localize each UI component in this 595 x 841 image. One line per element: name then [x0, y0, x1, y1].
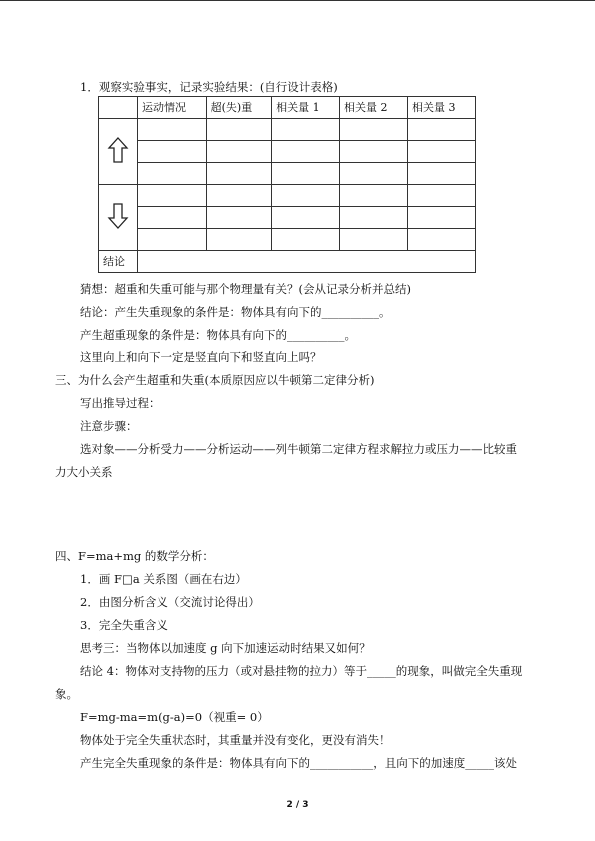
table-cell[interactable] — [408, 229, 476, 251]
table-cell[interactable] — [206, 229, 271, 251]
table-cell[interactable] — [408, 185, 476, 207]
table-cell[interactable] — [206, 163, 271, 185]
section-4-heading: 四、F=ma+mg 的数学分析： — [55, 549, 214, 563]
table-cell[interactable] — [272, 185, 340, 207]
table-cell[interactable] — [272, 229, 340, 251]
item-3: 3．完全失重含义 — [80, 618, 168, 632]
table-cell[interactable] — [272, 207, 340, 229]
note-line: 物体处于完全失重状态时，其重量并没有变化，更没有消失！ — [80, 733, 391, 747]
table-row — [99, 207, 476, 229]
header-weight: 超(失)重 — [206, 97, 271, 119]
section-3-heading: 三、为什么会产生超重和失重(本质原因应以牛顿第二定律分析) — [55, 373, 375, 387]
table-row — [99, 229, 476, 251]
table-header-row — [99, 97, 476, 119]
guess-line: 猜想：超重和失重可能与那个物理量有关？(会从记录分析并总结) — [80, 282, 411, 296]
header-rule — [0, 0, 595, 1]
table-cell[interactable] — [138, 229, 207, 251]
table-cell[interactable] — [138, 119, 207, 141]
table-cell[interactable] — [272, 163, 340, 185]
question-1: 1．观察实验事实，记录实验结果：(自行设计表格) — [80, 80, 338, 94]
table-cell[interactable] — [138, 185, 207, 207]
down-arrow-cell — [99, 185, 138, 251]
table-cell[interactable] — [206, 141, 271, 163]
table-cell[interactable] — [206, 119, 271, 141]
conclusion-4-line-2: 象。 — [55, 687, 78, 701]
table-corner-cell — [99, 97, 138, 119]
down-arrow-icon — [107, 202, 129, 230]
table-cell[interactable] — [340, 119, 408, 141]
full-weightless-condition: 产生完全失重现象的条件是：物体具有向下的___________，且向下的加速度_____该处 — [80, 756, 517, 770]
conclusion-row — [99, 251, 476, 273]
table-cell[interactable] — [340, 229, 408, 251]
table-row — [99, 141, 476, 163]
steps-line-2: 力大小关系 — [55, 465, 113, 479]
table-cell[interactable] — [408, 163, 476, 185]
table-cell[interactable] — [408, 141, 476, 163]
header-related-2: 相关量 2 — [340, 97, 408, 119]
conclusion-weightless: 结论：产生失重现象的条件是：物体具有向下的__________。 — [80, 305, 391, 319]
steps-line-1: 选对象——分析受力——分析运动——列牛顿第二定律方程求解拉力或压力——比较重 — [80, 442, 517, 456]
table-row — [99, 119, 476, 141]
table-row — [99, 163, 476, 185]
table-cell[interactable] — [340, 185, 408, 207]
table-cell[interactable] — [408, 119, 476, 141]
overweight-condition: 产生超重现象的条件是：物体具有向下的__________。 — [80, 328, 356, 342]
conclusion-label: 结论 — [99, 251, 138, 273]
item-2: 2．由图分析含义（交流讨论得出） — [80, 595, 260, 609]
table-cell[interactable] — [408, 207, 476, 229]
table-cell[interactable] — [138, 207, 207, 229]
header-related-3: 相关量 3 — [408, 97, 476, 119]
item-1: 1．画 F□a 关系图（画在右边） — [80, 572, 247, 586]
table-row — [99, 185, 476, 207]
steps-title: 注意步骤： — [80, 419, 138, 433]
table-cell[interactable] — [138, 163, 207, 185]
experiment-table — [98, 96, 476, 273]
conclusion-cell[interactable] — [138, 251, 476, 273]
table-cell[interactable] — [340, 163, 408, 185]
table-cell[interactable] — [206, 207, 271, 229]
page-number: 2 / 3 — [286, 800, 309, 810]
up-arrow-cell — [99, 119, 138, 185]
table-cell[interactable] — [340, 141, 408, 163]
formula-line: F=mg-ma=m(g-a)=0（视重= 0） — [80, 710, 269, 724]
table-cell[interactable] — [272, 119, 340, 141]
direction-question: 这里向上和向下一定是竖直向下和竖直向上吗？ — [80, 350, 322, 364]
table-cell[interactable] — [138, 141, 207, 163]
think-3: 思考三：当物体以加速度 g 向下加速运动时结果又如何？ — [80, 641, 371, 655]
table-cell[interactable] — [340, 207, 408, 229]
header-related-1: 相关量 1 — [272, 97, 340, 119]
table-cell[interactable] — [272, 141, 340, 163]
derive-prompt: 写出推导过程： — [80, 396, 161, 410]
up-arrow-icon — [107, 136, 129, 164]
header-motion: 运动情况 — [138, 97, 207, 119]
table-cell[interactable] — [206, 185, 271, 207]
conclusion-4-line-1: 结论 4：物体对支持物的压力（或对悬挂物的拉力）等于_____的现象，叫做完全失重现 — [80, 664, 523, 678]
